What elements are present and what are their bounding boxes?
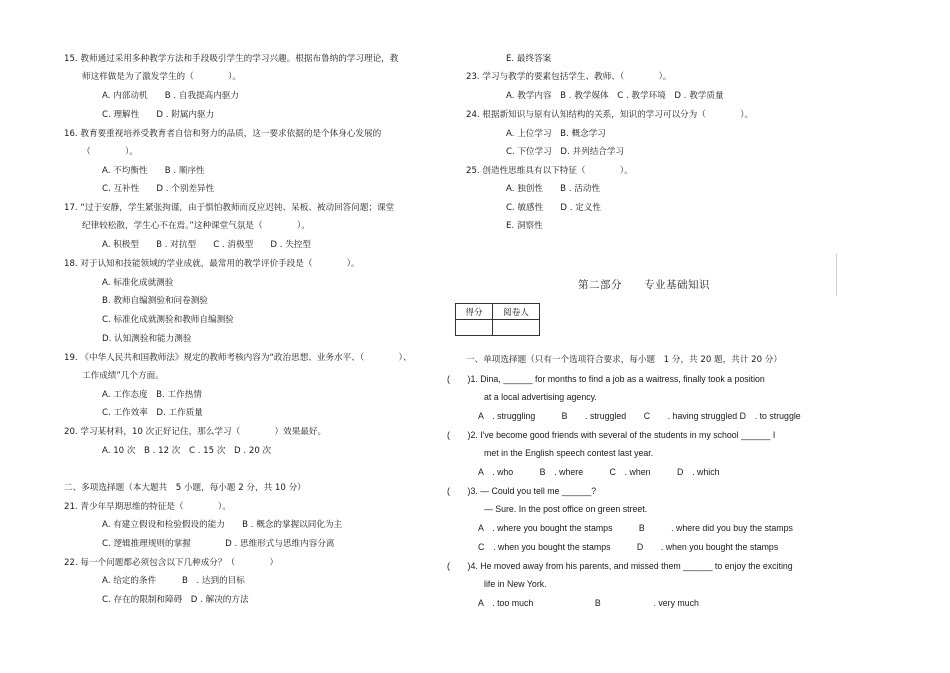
section-title: 专业基础知识 bbox=[644, 279, 710, 291]
section-heading bbox=[578, 279, 710, 291]
question-line: 二、多项选择题（本大题共 5 小题，每小题 2 分，共 10 分） bbox=[64, 483, 306, 493]
question-line: （ ）。 bbox=[82, 147, 138, 157]
question-line: A . struggling B . struggled C . having struggled D . to struggle bbox=[478, 411, 801, 421]
section-part: 第二部分 bbox=[578, 279, 622, 291]
question-line: A . who B . where C . when D . which bbox=[478, 467, 720, 477]
question-line: — Sure. In the post office on green street. bbox=[484, 504, 648, 514]
question-line: B. 教师自编测验和问卷测验 bbox=[102, 296, 208, 306]
grader-header: 阅卷人 bbox=[493, 304, 540, 320]
question-line: C. 下位学习 D. 并列结合学习 bbox=[506, 147, 625, 157]
question-line: C. 逻辑推理规则的掌握 D . 思维形式与思维内容分离 bbox=[102, 539, 335, 549]
question-line: 纪律较松散，学生心不在焉。”这种课堂气氛是（ ）。 bbox=[82, 221, 310, 231]
question-line: C. 工作效率 D. 工作质量 bbox=[102, 408, 203, 418]
question-line: 18. 对于认知和技能领域的学业成就，最常用的教学评价手段是（ ）。 bbox=[64, 259, 360, 269]
question-line: A. 10 次 B . 12 次 C . 15 次 D . 20 次 bbox=[102, 446, 272, 456]
question-line: 17. “过于安静，学生紧张拘谨，由于惧怕教师而反应迟钝、呆板、被动回答问题；课堂 bbox=[64, 203, 395, 213]
question-line: 16. 教育要重视培养受教育者自信和努力的品质，这一要求依据的是个体身心发展的 bbox=[64, 129, 382, 139]
question-line: A. 教学内容 B . 教学媒体 C . 教学环境 D . 教学质量 bbox=[506, 91, 724, 101]
question-line: A. 工作态度 B. 工作热情 bbox=[102, 390, 202, 400]
question-line: E. 最终答案 bbox=[506, 54, 552, 64]
question-line: C. 存在的限制和障碍 D . 解决的方法 bbox=[102, 595, 249, 605]
question-line: 一、单项选择题（只有一个选项符合要求，每小题 1 分，共 20 题，共计 20 分） bbox=[466, 355, 782, 365]
question-line: A. 标准化成就测验 bbox=[102, 278, 174, 288]
question-line: C. 敏感性 D . 定义性 bbox=[506, 203, 602, 213]
score-header: 得分 bbox=[456, 304, 493, 320]
question-line: A. 独创性 B . 活动性 bbox=[506, 184, 601, 194]
question-line: 22. 每一个问题都必须包含以下几种成分？（ ） bbox=[64, 558, 279, 568]
grader-cell[interactable] bbox=[493, 320, 540, 336]
question-line: 25. 创造性思维具有以下特征（ ）。 bbox=[466, 166, 633, 176]
score-cell[interactable] bbox=[456, 320, 493, 336]
question-line: ( )2. I've become good friends with several of the students in my school ______ I bbox=[447, 430, 776, 440]
question-line: 19. 《中华人民共和国教师法》规定的教师考核内容为“政治思想、业务水平、（ ）、 bbox=[64, 353, 412, 363]
question-line: C . when you bought the stamps D . when you bought the stamps bbox=[478, 542, 779, 552]
question-line: 师这样做是为了激发学生的（ ）。 bbox=[82, 72, 241, 82]
question-line: 21. 青少年早期思维的特征是（ ）。 bbox=[64, 502, 231, 512]
question-line: E. 洞察性 bbox=[506, 221, 543, 231]
question-line: A . too much B . very much bbox=[478, 598, 699, 608]
score-table bbox=[455, 303, 540, 336]
question-line: A. 积极型 B . 对抗型 C . 消极型 D . 失控型 bbox=[102, 240, 311, 250]
question-line: C. 互补性 D . 个别差异性 bbox=[102, 184, 215, 194]
question-line: D. 认知测验和能力测验 bbox=[102, 334, 192, 344]
question-line: 工作成绩”几个方面。 bbox=[82, 371, 164, 381]
question-line: C. 理解性 D . 附属内驱力 bbox=[102, 110, 215, 120]
margin-rule bbox=[836, 254, 837, 296]
question-line: C. 标准化成就测验和教师自编测验 bbox=[102, 315, 234, 325]
question-line: A. 内部动机 B . 自我提高内驱力 bbox=[102, 91, 240, 101]
question-line: A. 上位学习 B. 概念学习 bbox=[506, 129, 606, 139]
question-line: life in New York. bbox=[484, 579, 547, 589]
question-line: 23. 学习与教学的要素包括学生、教师、（ ）。 bbox=[466, 72, 672, 82]
question-line: ( )3. — Could you tell me ______? bbox=[447, 486, 597, 496]
question-line: at a local advertising agency. bbox=[484, 392, 597, 402]
question-line: ( )1. Dina, ______ for months to find a job as a waitress, finally took a position bbox=[447, 374, 765, 384]
question-line: A. 不均衡性 B . 顺序性 bbox=[102, 166, 205, 176]
question-line: A . where you bought the stamps B . where did you buy the stamps bbox=[478, 523, 793, 533]
question-line: A. 给定的条件 B . 达到的目标 bbox=[102, 576, 245, 586]
question-line: met in the English speech contest last year. bbox=[484, 448, 654, 458]
question-line: 24. 根据新知识与原有认知结构的关系，知识的学习可以分为（ ）。 bbox=[466, 110, 754, 120]
question-line: A. 有建立假设和检验假设的能力 B . 概念的掌握以同化为主 bbox=[102, 520, 343, 530]
question-line: 15. 教师通过采用多种教学方法和手段吸引学生的学习兴趣。根据布鲁纳的学习理论，教 bbox=[64, 54, 399, 64]
question-line: ( )4. He moved away from his parents, and missed them ______ to enjoy the exciting bbox=[447, 561, 793, 571]
question-line: 20. 学习某材料，10 次正好记住，那么学习（ ）效果最好。 bbox=[64, 427, 327, 437]
